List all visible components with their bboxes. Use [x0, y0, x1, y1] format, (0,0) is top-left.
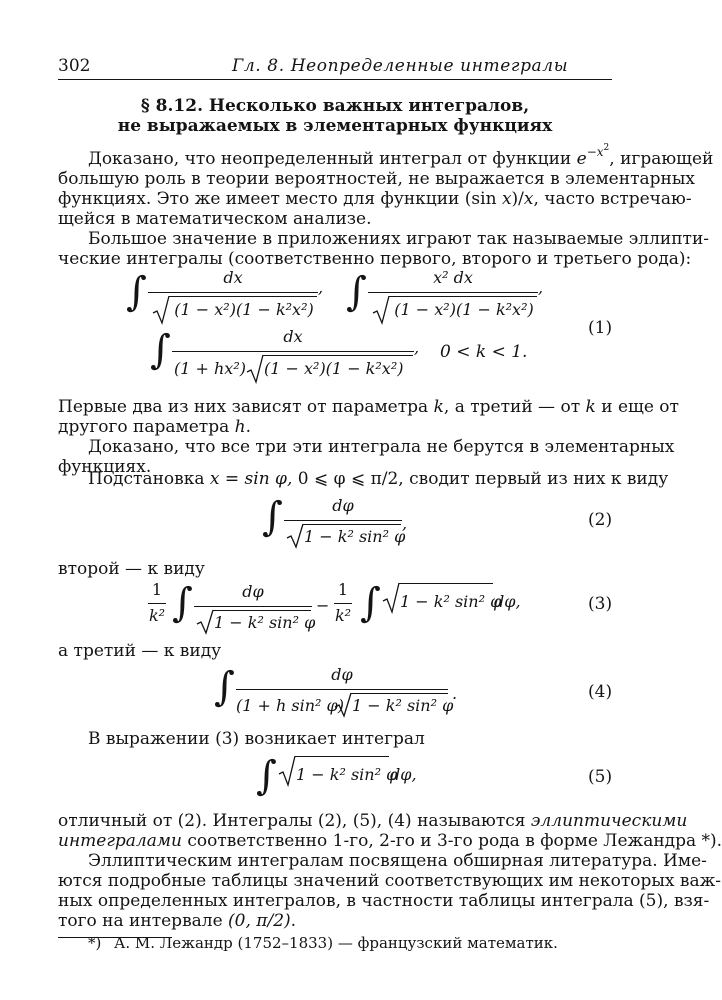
- text-third-kind: а третий — к виду: [58, 641, 222, 661]
- sqrt-overline: [399, 583, 493, 584]
- para1-line4: щейся в математическом анализе.: [58, 209, 372, 229]
- para3-line4: функциях.: [58, 457, 152, 477]
- var-x: x: [501, 189, 512, 209]
- eq4-num: dφ: [331, 665, 353, 684]
- para1-line3: [58, 189, 692, 209]
- eq2-num: dφ: [332, 496, 354, 515]
- eq2-den: 1 − k² sin² φ: [304, 527, 406, 546]
- section-title-line2: не выражаемых в элементарных функциях: [117, 116, 553, 136]
- eq5-tail: dφ,: [390, 765, 417, 784]
- interval: (0, π/2): [228, 911, 291, 931]
- integral-sign-eq5: ∫: [256, 753, 277, 799]
- eq1-condition: 0 < k < 1.: [440, 342, 528, 362]
- para1-line1b: , играющей: [609, 149, 714, 169]
- integral-sign-eq4: ∫: [214, 664, 235, 710]
- para4-line5: ных определенных интегралов, в частности таблицы интеграла (5), взя-: [58, 891, 710, 911]
- eq3-tail: dφ,: [494, 592, 521, 611]
- para2-line1: Большое значение в приложениях играют так называемые эллипти-: [88, 229, 710, 249]
- section-title-line1: § 8.12. Несколько важных интегралов,: [140, 96, 530, 116]
- eq3-coef-1: [148, 580, 166, 630]
- eq3-fraction: [194, 582, 316, 638]
- para3-line1c: и еще от: [595, 397, 679, 417]
- page-number: 302: [58, 56, 91, 76]
- integral-sign-2: ∫: [346, 269, 367, 315]
- eq1-den-2: (1 − x²)(1 − k²x²): [394, 300, 534, 319]
- var-k-2: k: [585, 397, 596, 417]
- sqrt-sign: [152, 295, 170, 325]
- var-x-2: x: [523, 189, 534, 209]
- para4-line6: [58, 911, 296, 931]
- fraction-bar: [334, 603, 352, 604]
- sqrt-sign: [286, 523, 304, 549]
- sqrt-sign: [278, 755, 296, 787]
- fraction-bar: [236, 689, 448, 690]
- exp-sq: 2: [603, 143, 610, 153]
- running-title: Гл. 8. Неопределенные интегралы: [232, 56, 569, 76]
- eq1-num-2: x² dx: [433, 268, 473, 287]
- para3-line5: [88, 469, 668, 489]
- para3-line2b: .: [245, 417, 251, 437]
- eq3-coef-2: [334, 580, 352, 630]
- fraction-bar: [148, 603, 166, 604]
- eq4-den-b: 1 − k² sin² φ: [352, 696, 454, 715]
- eq1-comma-3: ,: [414, 338, 420, 357]
- integral-sign-eq3b: ∫: [360, 580, 381, 626]
- eq1-comma-1: ,: [318, 278, 324, 297]
- para1-line1a: Доказано, что неопределенный интеграл от функции: [88, 149, 572, 169]
- eq5-number: (5): [588, 767, 613, 787]
- exp-power: −x: [586, 145, 604, 159]
- header-rule: [58, 79, 612, 80]
- para3-line1: [58, 397, 679, 417]
- para3-line3: Доказано, что все три эти интеграла не берутся в элементарных: [88, 437, 675, 457]
- para3-line1b: , а третий — от: [443, 397, 586, 417]
- eq1-comma-2: ,: [538, 278, 544, 297]
- eq3-number: (3): [588, 594, 613, 614]
- eq5-root: 1 − k² sin² φ: [296, 765, 398, 784]
- footnote-text: А. М. Лежандр (1752–1833) — французский математик.: [114, 934, 558, 952]
- integral-sign-1: ∫: [126, 269, 147, 315]
- eq3-frac-den: 1 − k² sin² φ: [214, 613, 316, 632]
- sqrt-sign: [246, 354, 264, 384]
- eq3-root: 1 − k² sin² φ: [400, 592, 502, 611]
- eq1-fraction-2: [368, 268, 538, 328]
- text-expression: В выражении (3) возникает интеграл: [88, 729, 425, 749]
- var-k: k: [433, 397, 444, 417]
- para3-line5b: сводит первый из них к виду: [403, 469, 669, 489]
- eq1-num-1: dx: [223, 268, 243, 287]
- exp-base: e: [576, 149, 587, 169]
- eq3-minus: −: [316, 596, 330, 615]
- eq3-coef1-den: k²: [148, 606, 166, 625]
- fraction-bar: [368, 292, 538, 293]
- sqrt-overline: [351, 693, 448, 694]
- para3-line5a: Подстановка: [88, 469, 210, 489]
- substitution-range: 0 ⩽ φ ⩽ π/2,: [297, 469, 404, 489]
- para4-line1: [58, 811, 687, 831]
- sqrt-sign: [372, 295, 390, 325]
- fraction-bar: [172, 351, 414, 352]
- para3-line2a: другого параметра: [58, 417, 235, 437]
- para4-line6b: .: [290, 911, 297, 931]
- substitution: x = sin φ,: [209, 469, 293, 489]
- eq4-dot: .: [452, 684, 458, 703]
- fraction-bar: [284, 520, 402, 521]
- para1-line3c: , часто встречаю-: [533, 189, 692, 209]
- footnote-marker: *): [88, 934, 102, 952]
- integral-sign-eq2: ∫: [262, 494, 283, 540]
- para4-line3: Эллиптическим интегралам посвящена обширная литература. Име-: [88, 851, 707, 871]
- integral-sign-eq3a: ∫: [172, 580, 193, 626]
- eq1-den-1: (1 − x²)(1 − k²x²): [174, 300, 314, 319]
- para4-line2: [58, 831, 722, 851]
- eq3-coef1-num: 1: [151, 580, 163, 599]
- integral-sign-3: ∫: [150, 327, 171, 373]
- sqrt-overline: [213, 610, 311, 611]
- para2-line2: ческие интегралы (соответственно первого, второго и третьего рода):: [58, 249, 692, 269]
- fraction-bar: [148, 292, 318, 293]
- sqrt-overline: [303, 524, 401, 525]
- text-second-kind: второй — к виду: [58, 559, 205, 579]
- sqrt-overline: [263, 355, 413, 356]
- eq2-number: (2): [588, 510, 613, 530]
- eq3-coef2-num: 1: [337, 580, 349, 599]
- para1-line3b: )/: [511, 189, 524, 209]
- var-h: h: [234, 417, 246, 437]
- sqrt-sign: [196, 609, 214, 635]
- para1-line3a: функциях. Это же имеет место для функции (sin: [58, 189, 502, 209]
- eq1-fraction-3: [172, 327, 414, 387]
- eq1-number: (1): [588, 318, 613, 338]
- sqrt-overline: [169, 296, 317, 297]
- fraction-bar: [194, 606, 312, 607]
- eq2-comma: ,: [402, 514, 408, 533]
- eq4-den-a: (1 + h sin² φ): [236, 696, 344, 715]
- eq1-den-3a: (1 + hx²): [174, 359, 246, 378]
- eq3-frac-num: dφ: [242, 582, 264, 601]
- eq1-fraction-1: [148, 268, 318, 328]
- sqrt-overline: [389, 296, 537, 297]
- para4-line2b: соответственно 1-го, 2-го и 3-го рода в форме Лежандра *).: [181, 831, 722, 851]
- para3-line1a: Первые два из них зависят от параметра: [58, 397, 434, 417]
- para3-line2: [58, 417, 251, 437]
- term-elliptic: эллиптическими: [530, 811, 688, 831]
- term-integrals: интегралами: [58, 831, 182, 851]
- eq1-den-3b: (1 − x²)(1 − k²x²): [264, 359, 404, 378]
- sqrt-overline: [295, 756, 389, 757]
- para4-line6a: того на интервале: [58, 911, 229, 931]
- para1-line2: большую роль в теории вероятностей, не выражается в элементарных: [58, 169, 695, 189]
- sqrt-sign: [334, 692, 352, 718]
- sqrt-sign: [382, 582, 400, 614]
- eq2-fraction: [284, 496, 406, 552]
- eq1-num-3: dx: [283, 327, 303, 346]
- para4-line4: ются подробные таблицы значений соответствующих им некоторых важ-: [58, 871, 721, 891]
- eq4-number: (4): [588, 682, 613, 702]
- para4-line1a: отличный от (2). Интегралы (2), (5), (4) называются: [58, 811, 531, 831]
- eq4-fraction: [236, 665, 454, 721]
- eq3-coef2-den: k²: [334, 606, 352, 625]
